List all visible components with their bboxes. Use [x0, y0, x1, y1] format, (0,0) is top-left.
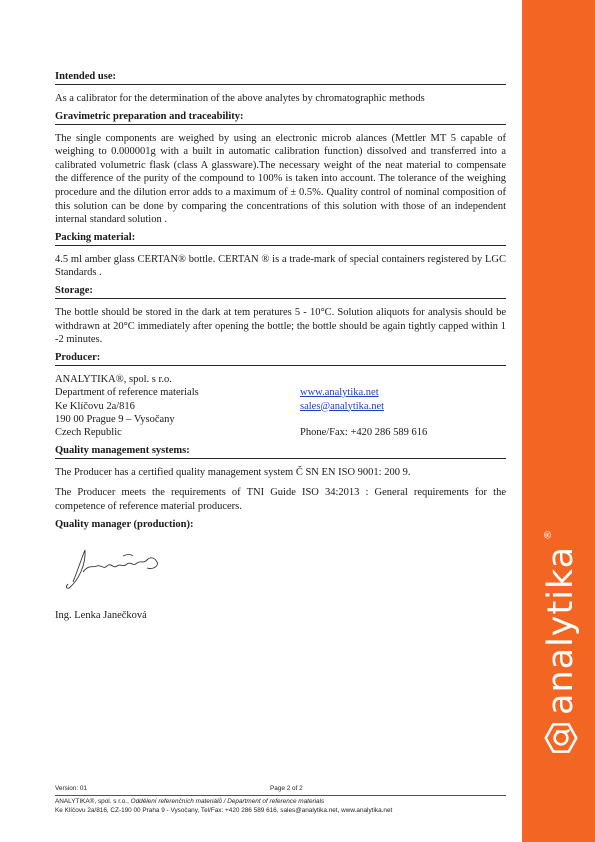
email-link[interactable]: sales@analytika.net [300, 400, 385, 412]
section-heading: Producer: [55, 352, 506, 366]
producer-country: Czech Republic [55, 427, 122, 439]
section-text: 4.5 ml amber glass CERTAN® bottle. CERTAN ® is a trade-mark of special containers registered by LGC Standards . [55, 253, 506, 279]
section-quality-manager [55, 519, 506, 621]
section-text: The bottle should be stored in the dark at tem peratures 5 - 10°C. Solution aliquots for analysis should be withdrawn at 20°C immediately after opening the bottle; the bottle should be again tightly capped within 1 -2 minutes. [55, 306, 506, 346]
footer-company: ANALYTIKA®, spol. s r.o., [55, 798, 131, 805]
section-heading: Packing material: [55, 232, 506, 246]
footer-divider [55, 795, 506, 796]
section-heading: Quality management systems: [55, 445, 506, 459]
producer-address-block [55, 373, 506, 440]
section-packing [55, 232, 506, 280]
section-heading: Storage: [55, 285, 506, 299]
section-quality-systems [55, 445, 506, 514]
footer-page-number: Page 2 of 2 [270, 785, 303, 792]
section-gravimetric [55, 111, 506, 227]
page-footer [55, 785, 506, 814]
producer-street: Ke Klíčovu 2a/816 [55, 400, 135, 412]
section-intended-use [55, 71, 506, 106]
producer-department: Department of reference materials [55, 387, 199, 399]
document-body [55, 71, 506, 621]
brand-registered-mark: ® [543, 529, 554, 540]
analytika-logo-icon [544, 721, 578, 755]
producer-phone: Phone/Fax: +420 286 589 616 [300, 427, 428, 439]
section-producer [55, 352, 506, 440]
section-text: The Producer meets the requirements of TNI Guide ISO 34:2013 : General requirements for the competence of reference material producers. [55, 487, 506, 512]
producer-city: 190 00 Prague 9 – Vysočany [55, 413, 175, 425]
footer-company-line [55, 798, 506, 805]
footer-version: Version: 01 [55, 785, 87, 792]
section-text: The Producer has a certified quality management system Č SN EN ISO 9001: 200 9. [55, 466, 411, 478]
section-heading: Gravimetric preparation and traceability: [55, 111, 506, 125]
signer-name: Ing. Lenka Janečková [55, 609, 147, 621]
section-text: The single components are weighed by using an electronic microb alances (Mettler MT 5 capable of weighing to 0.000001g with a built in automatic calibration function) dissolved and transferred into a calibrated volumetric flask (class A glassware).The necessary weight of the neat material to compensate the difference of the purity of the compound to 100% is taken into account. The tolerance of the weighing procedure and the dilution error adds to a maximum of ± 0.5%. Quality control of nominal composition of this solution can be done by comparing the concentrations of this solution with those of an independent internal standard solution . [55, 132, 506, 226]
section-heading: Intended use: [55, 71, 506, 85]
signature [55, 538, 506, 590]
brand-name: analytika [540, 545, 581, 715]
brand-sidebar [525, 0, 595, 842]
footer-department: Oddělení referenčních materiálů / Department of reference materials [130, 798, 325, 805]
section-storage [55, 285, 506, 347]
producer-company: ANALYTIKA®, spol. s r.o. [55, 373, 172, 385]
section-heading: Quality manager (production): [55, 518, 194, 530]
website-link[interactable]: www.analytika.net [300, 387, 379, 399]
section-text: As a calibrator for the determination of the above analytes by chromatographic methods [55, 93, 425, 104]
footer-address-line: Ke Klíčovu 2a/816, CZ-190 00 Praha 9 - Vysočany, Tel/Fax: +420 286 589 616, sales@analytika.net, www.analytika.net [55, 807, 393, 814]
